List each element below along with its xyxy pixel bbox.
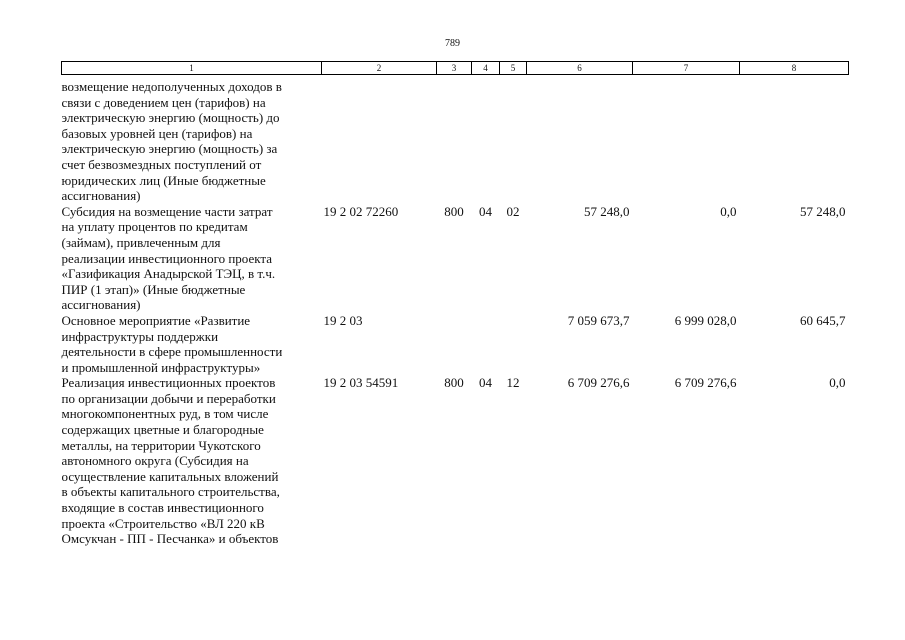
header-row [62,62,849,75]
row-col5 [500,75,527,204]
row-col7 [633,75,740,204]
row-col8 [740,75,849,204]
row-col7: 6 999 028,0 [674,312,737,328]
row-name: Реализация инвестиционных проектов по организации добычи и переработки многокомпонентных руд, в том числе содержащих цветные и благородные металлы, на территории Чукотского автономного округа (Субсидия на осуществление капитальных вложений в объекты капитального строительства, входящие в состав инвестиционного проекта «Строительство «ВЛ 220 кВ Омсукчан - ПП - Песчанка» и объектов [61,375,280,547]
table-row [62,375,849,547]
column-header-1: 1 [62,62,322,75]
table-body [62,75,849,547]
row-code: 19 2 03 54591 [323,375,399,391]
row-col6 [527,75,633,204]
row-col8: 60 645,7 [800,312,846,328]
row-col7: 6 709 276,6 [674,375,737,391]
table-row [62,313,849,375]
row-col5: 02 [506,203,520,219]
row-col4 [472,75,500,204]
row-col4: 04 [479,375,492,391]
table-row [62,204,849,313]
row-col8: 57 248,0 [800,203,846,219]
row-col6: 7 059 673,7 [567,312,630,328]
row-col4: 04 [479,203,492,219]
column-header-6: 6 [527,62,633,75]
row-col8: 0,0 [829,375,846,391]
row-col6: 57 248,0 [584,203,630,219]
page-number: 789 [445,38,460,49]
row-col3: 800 [444,203,464,219]
column-header-2: 2 [322,62,437,75]
column-header-5: 5 [500,62,527,75]
column-header-8: 8 [740,62,849,75]
row-col7: 0,0 [720,203,737,219]
row-code: 19 2 02 72260 [323,203,399,219]
row-col6: 6 709 276,6 [567,375,630,391]
row-col5 [500,313,527,375]
row-col4 [472,313,500,375]
row-col5: 12 [506,375,520,391]
column-header-7: 7 [633,62,740,75]
row-code [322,75,437,204]
row-col3: 800 [444,375,464,391]
table-row [62,75,849,204]
row-col3 [437,75,472,204]
row-code: 19 2 03 [323,312,363,328]
column-header-3: 3 [437,62,472,75]
row-name: Основное мероприятие «Развитие инфраструктуры поддержки деятельности в сфере промышленности и промышленной инфраструктуры» [61,312,283,375]
column-number-header [62,62,849,75]
column-header-4: 4 [472,62,500,75]
row-name: возмещение недополученных доходов в связи с доведением цен (тарифов) на электрическую энергию (мощность) до базовых уровней цен (тарифов) на электрическую энергию (мощность) за счет безвозмездных поступлений от юридических лиц (Иные бюджетные ассигнования) [61,79,282,204]
budget-table [61,61,849,547]
row-col3 [437,313,472,375]
row-name: Субсидия на возмещение части затрат на уплату процентов по кредитам (займам), привлеченным для реализации инвестиционного проекта «Газификация Анадырской ТЭЦ, в т.ч. ПИР (1 этап)» (Иные бюджетные ассигнования) [61,203,276,313]
